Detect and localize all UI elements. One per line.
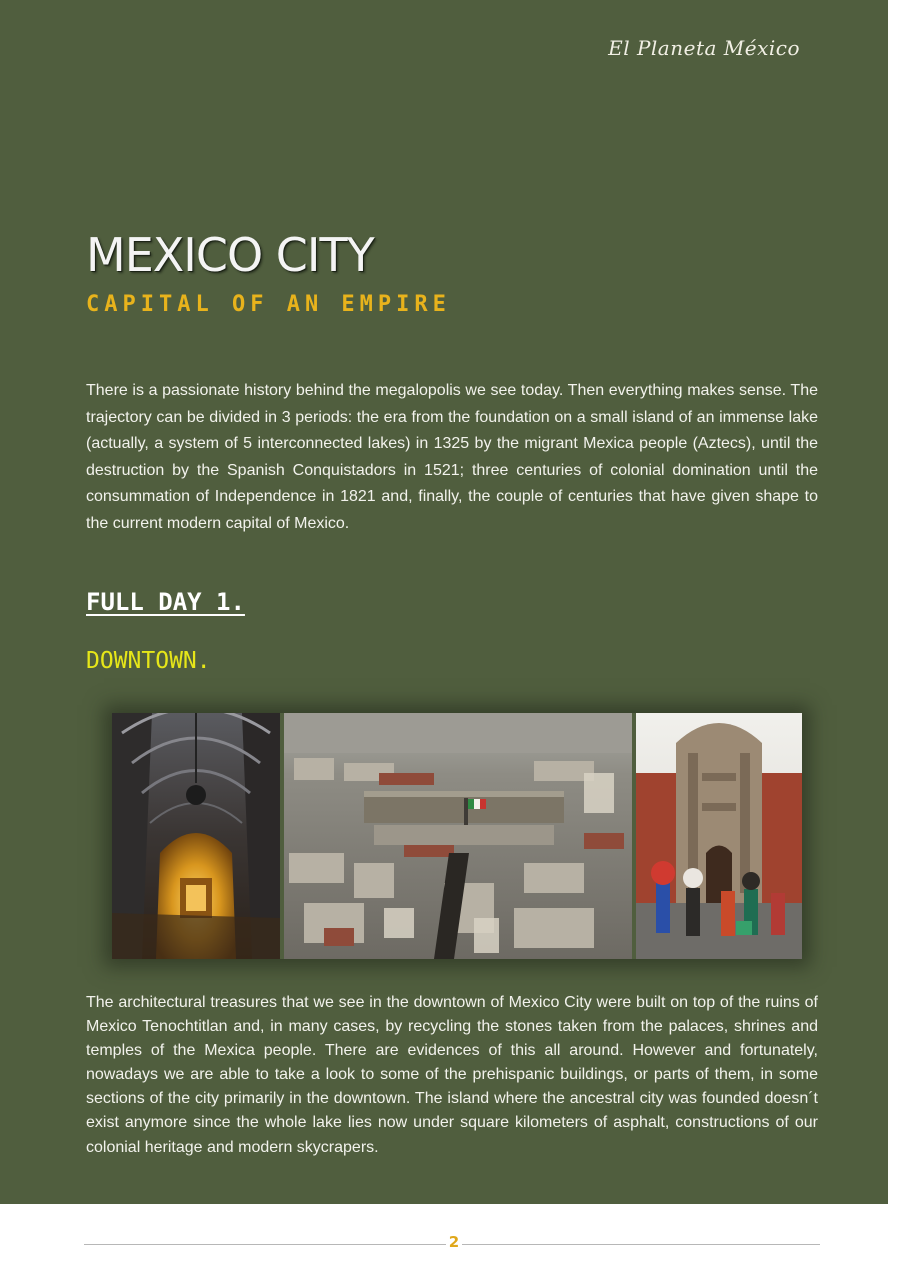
photo-strip <box>112 713 802 959</box>
photo-church-dancers <box>636 713 802 959</box>
page-title: MEXICO CITY <box>86 228 374 282</box>
section-heading: DOWNTOWN. <box>86 648 211 674</box>
church-dancers-image <box>636 713 802 959</box>
brand-header: El Planeta México <box>608 36 800 60</box>
page-subtitle: CAPITAL OF AN EMPIRE <box>86 292 451 317</box>
page-number: 2 <box>446 1233 462 1251</box>
body-paragraph: The architectural treasures that we see in the downtown of Mexico City were built on top of the ruins of Mexico Tenochtitlan and, in many cases, by recycling the stones taken from the palaces, shrines and temples of the Mexica people. There are evidences of this all around. However and fortunately, nowadays we are able to take a look to some of the prehispanic buildings, or parts of them, in some sections of the city primarily in the downtown. The island where the ancestral city was founded doesn´t exist anymore since the whole lake lies now under square kilometers of asphalt, constructions of our colonial heritage and modern skycrapers. <box>86 994 818 1156</box>
aerial-downtown-image <box>284 713 632 959</box>
photo-cathedral-interior <box>112 713 280 959</box>
intro-paragraph: There is a passionate history behind the megalopolis we see today. Then everything makes sense. The trajectory can be divided in 3 periods: the era from the foundation on a small island of an immense lake (actually, a system of 5 interconnected lakes) in 1325 by the migrant Mexica people (Aztecs), until the destruction by the Spanish Conquistadors in 1521; three centuries of colonial domination until the consummation of Independence in 1821 and, finally, the couple of centuries that have given shape to the current modern capital of Mexico. <box>86 382 818 532</box>
cathedral-interior-image <box>112 713 280 959</box>
day-heading: FULL DAY 1. <box>86 588 245 616</box>
photo-aerial-downtown <box>284 713 632 959</box>
